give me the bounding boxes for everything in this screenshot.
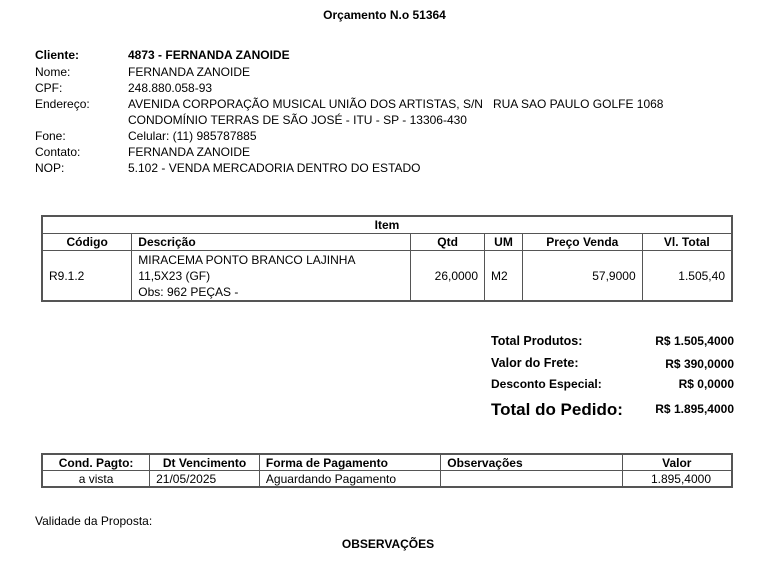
table-row [42,251,732,302]
endereco-label: Endereço: [35,97,90,111]
col-forma-pagamento: Forma de Pagamento [259,454,440,471]
total-produtos-value: R$ 1.505,4000 [655,334,734,348]
validade-label: Validade da Proposta: [35,514,153,528]
col-codigo: Código [42,234,132,251]
descricao-line1: MIRACEMA PONTO BRANCO LAJINHA [138,253,356,267]
col-dt-vencimento: Dt Vencimento [150,454,260,471]
cliente-value: 4873 - FERNANDA ZANOIDE [128,48,290,62]
items-table [41,215,733,302]
total-pedido-label: Total do Pedido: [491,400,623,419]
valor-frete-value: R$ 390,0000 [665,357,734,371]
col-um: UM [485,234,523,251]
endereco-line2: CONDOMÍNIO TERRAS DE SÃO JOSÉ - ITU - SP - 13306-430 [128,113,467,127]
cell-dt-vencimento: 21/05/2025 [150,471,260,488]
items-header-row [42,234,732,251]
cell-descricao [132,251,411,302]
payment-header-row [42,454,732,471]
contato-label: Contato: [35,145,81,159]
items-group-header: Item [42,216,732,234]
nop-label: NOP: [35,161,65,175]
endereco-line1: AVENIDA CORPORAÇÃO MUSICAL UNIÃO DOS ARTISTAS, S/N RUA SAO PAULO GOLFE 1068 [128,97,664,111]
cell-observacoes [441,471,622,488]
cpf-value: 248.880.058-93 [128,81,213,95]
col-observacoes: Observações [441,454,622,471]
nome-label: Nome: [35,65,71,79]
cpf-label: CPF: [35,81,63,95]
cell-codigo: R9.1.2 [42,251,132,302]
total-produtos-label: Total Produtos: [491,334,583,348]
table-row [42,471,732,488]
col-valor: Valor [622,454,732,471]
cliente-label: Cliente: [35,48,80,62]
fone-label: Fone: [35,129,66,143]
nop-value: 5.102 - VENDA MERCADORIA DENTRO DO ESTADO [128,161,421,175]
col-descricao: Descrição [132,234,411,251]
col-cond-pagto: Cond. Pagto: [42,454,150,471]
fone-value: Celular: (11) 985787885 [128,129,257,143]
col-qtd: Qtd [411,234,485,251]
cell-forma-pagamento: Aguardando Pagamento [259,471,440,488]
total-pedido-value: R$ 1.895,4000 [655,402,734,416]
payment-table [41,453,733,488]
cell-vl-total: 1.505,40 [642,251,732,302]
valor-frete-label: Valor do Frete: [491,356,579,370]
nome-value: FERNANDA ZANOIDE [128,65,251,79]
descricao-line2: 11,5X23 (GF) [138,269,211,283]
cell-qtd: 26,0000 [411,251,485,302]
col-vl-total: Vl. Total [642,234,732,251]
desconto-label: Desconto Especial: [491,377,602,391]
cell-cond-pagto: a vista [42,471,150,488]
col-preco: Preço Venda [522,234,642,251]
descricao-line3: Obs: 962 PEÇAS - [138,285,239,299]
contato-value: FERNANDA ZANOIDE [128,145,251,159]
cell-um: M2 [485,251,523,302]
cell-preco: 57,9000 [522,251,642,302]
cell-valor: 1.895,4000 [622,471,732,488]
observacoes-title: OBSERVAÇÕES [341,537,435,551]
document-title: Orçamento N.o 51364 [323,8,446,22]
desconto-value: R$ 0,0000 [678,377,734,391]
